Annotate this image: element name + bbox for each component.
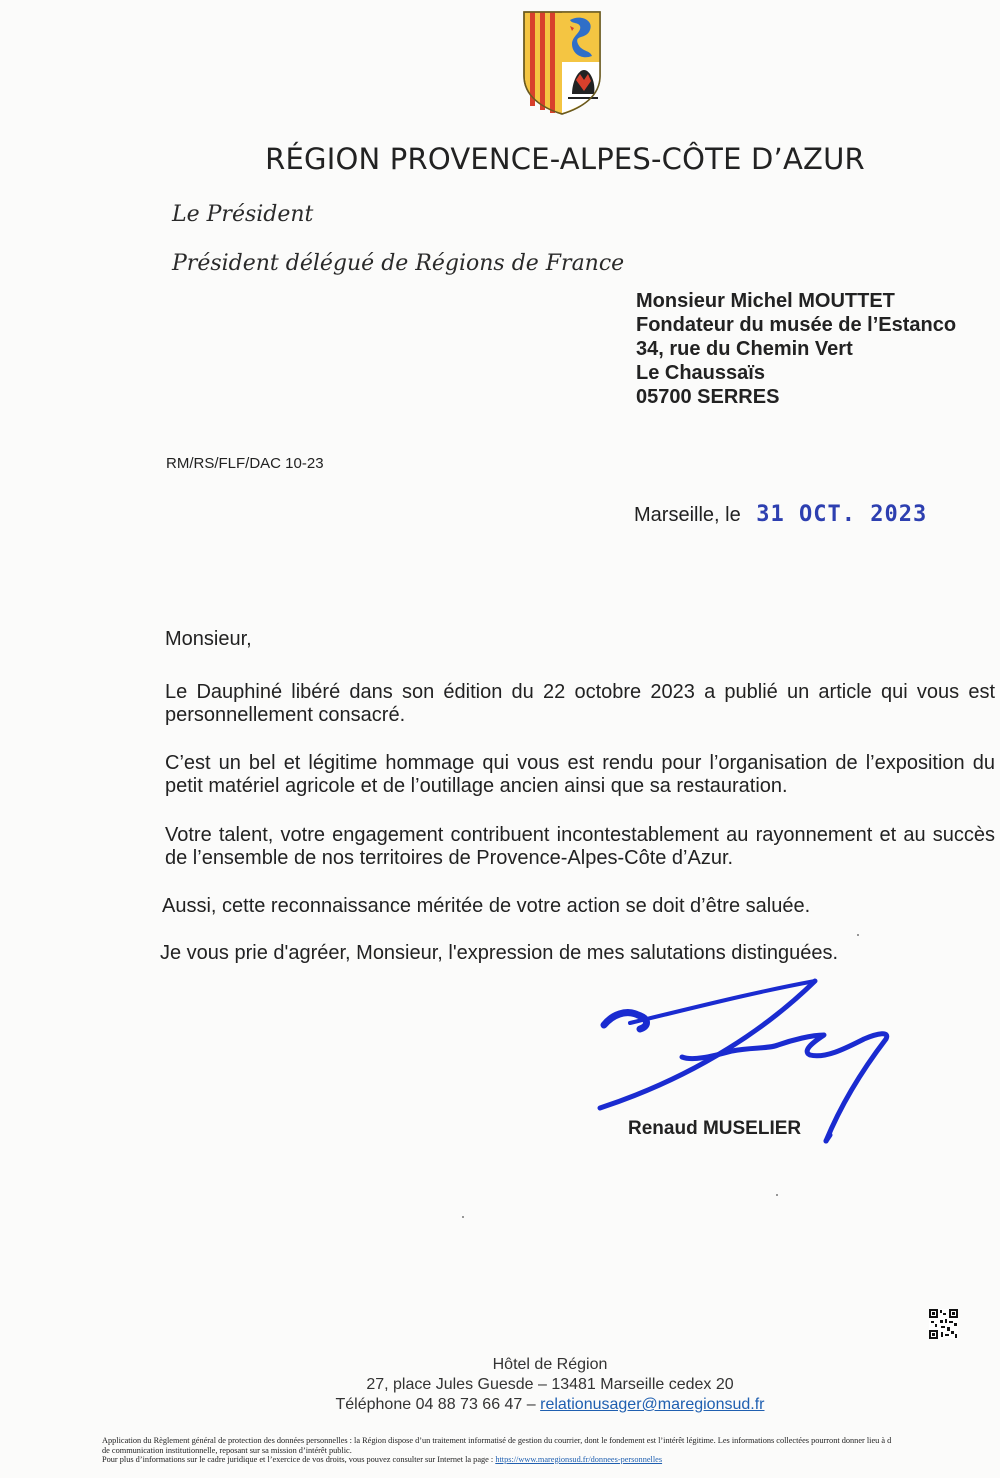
president-title: Le Président	[172, 202, 314, 227]
footer	[0, 1355, 1000, 1415]
legal-notice	[102, 1436, 1000, 1465]
paper-speck	[857, 934, 859, 936]
closing-paragraph: Je vous prie d'agréer, Monsieur, l'expression de mes salutations distinguées.	[160, 942, 839, 964]
legal-line: Application du Règlement général de protection des données personnelles : la Région dispose d’un traitement informatisé de gestion du courrier, dont le fondement est l’intérêt légitime. Les informations collectées pourront donner lieu à d	[102, 1436, 892, 1445]
coat-of-arms-icon	[522, 10, 602, 116]
recipient-address	[636, 289, 956, 409]
paper-speck	[776, 1194, 778, 1196]
president-subtitle: Président délégué de Régions de France	[172, 251, 625, 276]
recipient-name: Monsieur Michel MOUTTET	[636, 290, 895, 312]
recipient-locality: Le Chaussaïs	[636, 362, 765, 384]
legal-url-link[interactable]: https://www.maregionsud.fr/donnees-personnelles	[495, 1455, 663, 1464]
footer-building: Hôtel de Région	[492, 1356, 608, 1373]
region-name-heading: RÉGION PROVENCE-ALPES-CÔTE D’AZUR	[265, 142, 865, 176]
legal-line: de communication institutionnelle, reposant sur sa mission d’intérêt public.	[102, 1445, 352, 1455]
legal-line	[102, 1455, 1000, 1465]
paragraph: Votre talent, votre engagement contribuent incontestablement au rayonnement et au succès de l’ensemble de nos territoires de Provence-Alpes-Côte d’Azur.	[165, 824, 995, 869]
date-stamp: 31 OCT. 2023	[756, 502, 928, 527]
recipient-city: 05700 SERRES	[636, 386, 780, 408]
letter-reference: RM/RS/FLF/DAC 10-23	[166, 455, 324, 472]
footer-email-link[interactable]: relationusager@maregionsud.fr	[540, 1396, 765, 1413]
paper-speck	[462, 1216, 464, 1218]
date-line	[634, 502, 927, 527]
qr-code-icon	[929, 1309, 958, 1339]
footer-phone: Téléphone 04 88 73 66 47 –	[335, 1396, 536, 1413]
paragraph: C’est un bel et légitime hommage qui vous est rendu pour l’organisation de l’exposition du petit matériel agricole et de l’outillage ancien ainsi que sa restauration.	[165, 752, 995, 797]
paragraph: Aussi, cette reconnaissance méritée de votre action se doit d’être saluée.	[162, 895, 811, 917]
footer-contact	[0, 1395, 1000, 1415]
paragraph: Le Dauphiné libéré dans son édition du 22 octobre 2023 a publié un article qui vous est personnellement consacré.	[165, 681, 995, 726]
salutation: Monsieur,	[165, 628, 252, 650]
recipient-title: Fondateur du musée de l’Estanco	[636, 314, 957, 336]
legal-text: Pour plus d’informations sur le cadre juridique et l’exercice de vos droits, vous pouvez consulter sur Internet la page :	[102, 1455, 494, 1464]
recipient-street: 34, rue du Chemin Vert	[636, 338, 853, 360]
signatory-name: Renaud MUSELIER	[628, 1118, 802, 1139]
footer-address: 27, place Jules Guesde – 13481 Marseille cedex 20	[366, 1376, 734, 1393]
date-prefix: Marseille, le	[634, 504, 741, 526]
